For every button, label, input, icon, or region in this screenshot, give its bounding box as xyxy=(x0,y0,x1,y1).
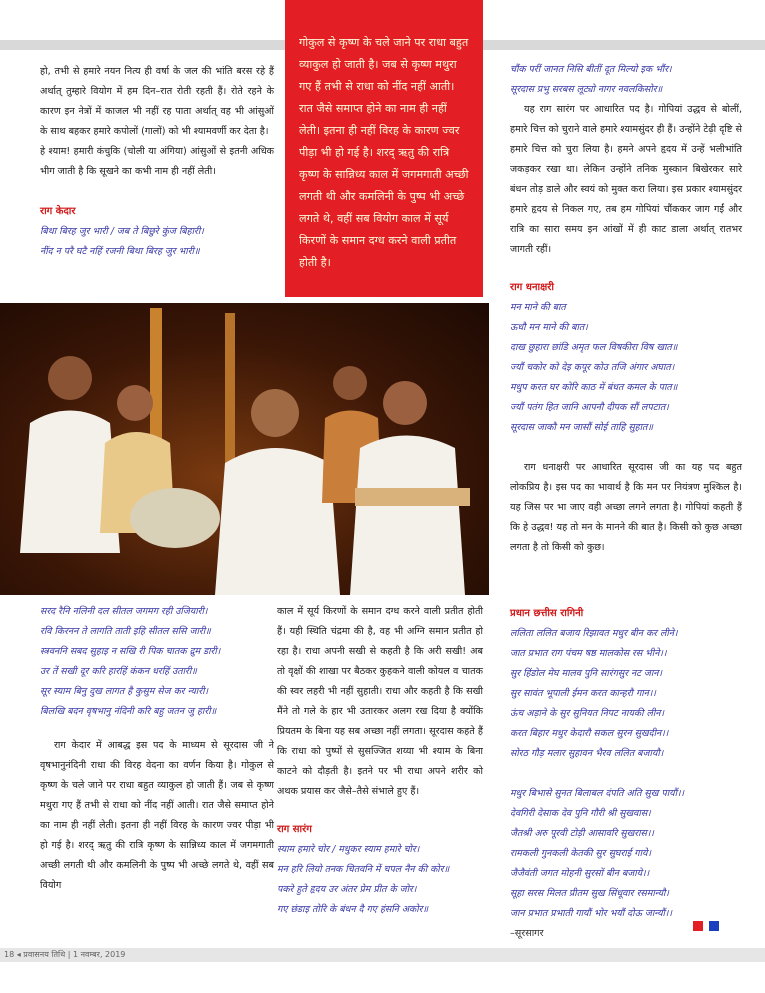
verse-line: रवि किरनन ते लागति ताती इहि सीतल ससि जारी॥ xyxy=(40,626,211,637)
musician-body xyxy=(350,436,465,596)
verse-line: सोरठ गौड़ मलार सुहावन भैरव ललित बजायौ। xyxy=(510,748,664,759)
verse-line: ज्यौं पतंग हित जानि आपनौ दीपक सौं लपटात। xyxy=(510,402,669,413)
verse-line: मधुर बिभासे सुनत बिलाबल दंपति अति सुख पायौं।। xyxy=(510,788,685,799)
section-heading: प्रधान छत्तीस रागिनी xyxy=(510,608,584,619)
column-2-bottom xyxy=(277,602,483,920)
tabla xyxy=(130,488,220,548)
verse-line: ललिता ललित बजाय रिझावत मधुर बीन कर लीने। xyxy=(510,628,678,639)
musician-head xyxy=(117,385,153,421)
verse-line: बिलखि बदन वृषभानु नंदिनी करि बहु जतन जु हारी॥ xyxy=(40,706,217,717)
body-paragraph: हे श्याम! हमारी कंचुकि (चोली या अंगिया) आंसुओं से इतनी अधिक भीग जाती है कि सूखने का कभी नाम ही नहीं लेती। xyxy=(40,146,274,177)
verse-line: ज्यौं चकोर को देइ कपूर कोउ तजि अंगार अघात। xyxy=(510,362,675,373)
musicians-photo xyxy=(0,303,489,595)
verse-line: दाख छुहारा छांडि अमृत फल विषकीरा विष खात॥ xyxy=(510,342,678,353)
pull-quote-text: गोकुल से कृष्ण के चले जाने पर राधा बहुत व्याकुल हो जाती है। जब से कृष्ण मथुरा गए हैं तभी से राधा को नींद नहीं आती। रात जैसे समाप्त होने का नाम ही नहीं लेती। इतना ही नहीं विरह के कारण ज्वर पीड़ा भी हो गई है। शरद् ऋतु की रात्रि कृष्ण के सान्निध्य काल में जगमगाती अच्छी लगती थी और कमलिनी के पुष्प भी अच्छे लगते थे, वहीं सब वियोग काल में सूर्य किरणों के समान दग्ध करने वाली प्रतीत होती है। xyxy=(299,36,469,269)
verse-line: ऊधौ मन माने की बात। xyxy=(510,322,588,333)
verse-line: सुर हिंडोल मेघ मालव पुनि सारंगसुर नट जान। xyxy=(510,668,663,679)
verse-line: जैतश्री अरु पूरवी टोड़ी आसावरि सुखरास।। xyxy=(510,828,654,839)
verse-line: जात प्रभात राग पंचम षष्ठ मालकोस रस भीने।। xyxy=(510,648,667,659)
verse-line: जान प्रभात प्रभाती गायौं भोर भयौं दोऊ जान्यौं।। xyxy=(510,908,673,919)
verse-line: पकरे हुते हृदय उर अंतर प्रेम प्रीत के जोर। xyxy=(277,884,417,895)
body-paragraph: काल में सूर्य किरणों के समान दग्ध करने वाली प्रतीत होती हैं। यही स्थिति चंद्रमा की है, वह भी अग्नि समान प्रतीत हो रहा है। राधा अपनी सखी से कहती है कि अरी सखी! अब तो वृक्षों की शाखा पर बैठकर कुहकने वाली कोयल व चातक की स्वर लहरी भी नहीं सुहाती। राधा और कहती है कि सखी मैंने तो गले के हार भी उतारकर अलग रख दिया है क्योंकि प्रियतम के बिना यह सब अच्छा नहीं लगता। सूरदास कहते हैं कि राधा को पुष्पों से सुसज्जित शय्या भी श्याम के बिना काटने को दौड़ती है। इतने पर भी राधा अपने शरीर को अथक प्रयास कर जैसे–तैसे संभाले हुए हैं। xyxy=(277,606,483,797)
section-heading: राग केदार xyxy=(40,206,76,217)
verse-line: जैजैवंती जगत मोहनी सुरसों बीन बजाये।। xyxy=(510,868,650,879)
body-paragraph: राग धनाक्षरी पर आधारित सूरदास जी का यह पद बहुत लोकप्रिय है। इस पद का भावार्थ है कि मन पर नियंत्रण मुश्किल है। यह जिस पर भा जाए वही अच्छा लगने लगता है। गोपियां कहती हैं कि हे उद्धव! यह तो मन के मानने की बात है। किसी को कुछ अच्छा लगता है तो किसी को कुछ। xyxy=(510,462,742,553)
verse-line: सूरदास जाकौ मन जासौं सोई ताहि सुहात॥ xyxy=(510,422,654,433)
body-paragraph: यह राग सारंग पर आधारित पद है। गोपियां उद्धव से बोलीं, हमारे चित्त को चुराने वाले हमारे श्यामसुंदर ही हैं। उन्होंने टेढ़ी दृष्टि से हमारे चित्त को चुरा लिया है। हमने अपने हृदय में उन्हें भलीभांति जकड़कर रखा था। लेकिन उन्होंने तनिक मुस्कान बिखेरकर सारे बंधन तोड़ डाले और स्वयं को मुक्त करा लिया। इस प्रकार श्यामसुंदर हमारे हृदय से निकल गए, तब हम गोपियां चौंककर जाग गईं और रात्रि का सारा समय इन आंखों में ही काट डाला अर्थात् रातभर जागती रहीं। xyxy=(510,104,742,255)
musician-head xyxy=(383,381,427,425)
pull-quote-box xyxy=(285,0,483,297)
verse-line: बिथा बिरह जुर भारी / जब ते बिछुरे कुंज बिहारी। xyxy=(40,226,204,237)
verse-line: करत बिहार मधुर केदारौ सकल सुरन सुखदीन।। xyxy=(510,728,669,739)
column-1-bottom xyxy=(40,602,274,896)
body-paragraph: राग केदार में आबद्ध इस पद के माध्यम से सूरदास जी ने वृषभानुनंदिनी राधा की विरह वेदना का वर्णन किया है। गोकुल से कृष्ण के चले जाने पर राधा बहुत व्याकुल हो जाती हैं। जब से कृष्ण मथुरा गए हैं तभी से राधा को नींद नहीं आती। रात जैसे समाप्त होने का नाम ही नहीं लेती। इतना ही नहीं विरह के कारण ज्वर पीड़ा भी हो गई है। शरद् ऋतु की रात्रि कृष्ण के सान्निध्य काल में जगमगाती अच्छी लगती थी और कमलिनी के पुष्प भी अच्छे लगते थे, वहीं सब वियोग xyxy=(40,740,274,891)
verse-line: चौंक परीं जानत निसि बीतीं दूत मिल्यो इक भौंर। xyxy=(510,64,672,75)
page-footer xyxy=(0,948,765,962)
verse-line: मधुप करत घर कोरि काठ में बंधत कमल के पात॥ xyxy=(510,382,678,393)
body-paragraph: हो, तभी से हमारे नयन नित्य ही वर्षा के जल की भांति बरस रहे हैं अर्थात् तुम्हारे वियोग में हम दिन–रात रोती रहती हैं। रोते रहने के कारण इन नेत्रों में काजल भी नहीं रह पाता अर्थात् वह भी आंसुओं के साथ बहकर हमारे कपोलों (गालों) को भी श्यामवर्णी कर देता है। xyxy=(40,66,274,137)
verse-line: सुर सावंत भूपाली ईमन करत कान्हरौ गान।। xyxy=(510,688,656,699)
musician-head xyxy=(251,389,299,437)
footer-text: 18 ◂ प्रवासनय तिथि | 1 नवम्बर, 2019 xyxy=(4,950,126,959)
section-heading: राग सारंग xyxy=(277,824,312,835)
verse-line: देवगिरी देसाक देव पुनि गौरी श्री सुखवास। xyxy=(510,808,651,819)
verse-line: सूरदास प्रभु सरबस लूट्यो नागर नवलकिसोर॥ xyxy=(510,84,663,95)
musicians-illustration xyxy=(0,303,489,595)
verse-line: सूर स्याम बिनु दुख लागत है कुसुम सेज कर न्यारी। xyxy=(40,686,209,697)
decor-square-blue xyxy=(709,921,719,931)
verse-line: ऊंच अड़ाने के सुर सुनियत निपट नायकी लीन। xyxy=(510,708,665,719)
verse-line: सूहा सरस मिलत प्रीतम सुख सिंधूवार रसमान्यौ। xyxy=(510,888,669,899)
verse-line: नींद न परै घटै नहिं रजनी बिथा बिरह जुर भारी॥ xyxy=(40,246,200,257)
verse-line: गए छंडाइ तोरि के बंधन दै गए हंसनि अकोर॥ xyxy=(277,904,429,915)
verse-line: स्त्रवननि सबद सुहाइ न सखि री पिक चातक द्रुम डारी। xyxy=(40,646,221,657)
verse-line: उर तें सखी दूर करि हारहिं कंकन धरहिं उतारी॥ xyxy=(40,666,197,677)
verse-line: स्याम हमारे चोर / मधुकर स्याम हमारे चोर। xyxy=(277,844,420,855)
verse-line: सरद रैनि नलिनी दल सीतल जगमग रही उजियारी। xyxy=(40,606,208,617)
shawl xyxy=(355,488,470,506)
musician-body xyxy=(215,448,340,595)
decor-square-red xyxy=(693,921,703,931)
musician-head xyxy=(48,356,92,400)
column-3-top xyxy=(510,60,742,558)
column-3-bottom xyxy=(510,604,742,944)
column-1-top xyxy=(40,62,274,262)
musician-head xyxy=(333,366,367,400)
source-credit: –सूरसागर xyxy=(510,928,544,939)
verse-line: रामकली गुनकली केतकी सुर सुघराई गाये। xyxy=(510,848,652,859)
verse-line: मन माने की बात xyxy=(510,302,566,313)
section-heading: राग धनाक्षरी xyxy=(510,282,554,293)
verse-line: मन हरि लियो तनक चितवनि में चपल नैन की कोर॥ xyxy=(277,864,450,875)
